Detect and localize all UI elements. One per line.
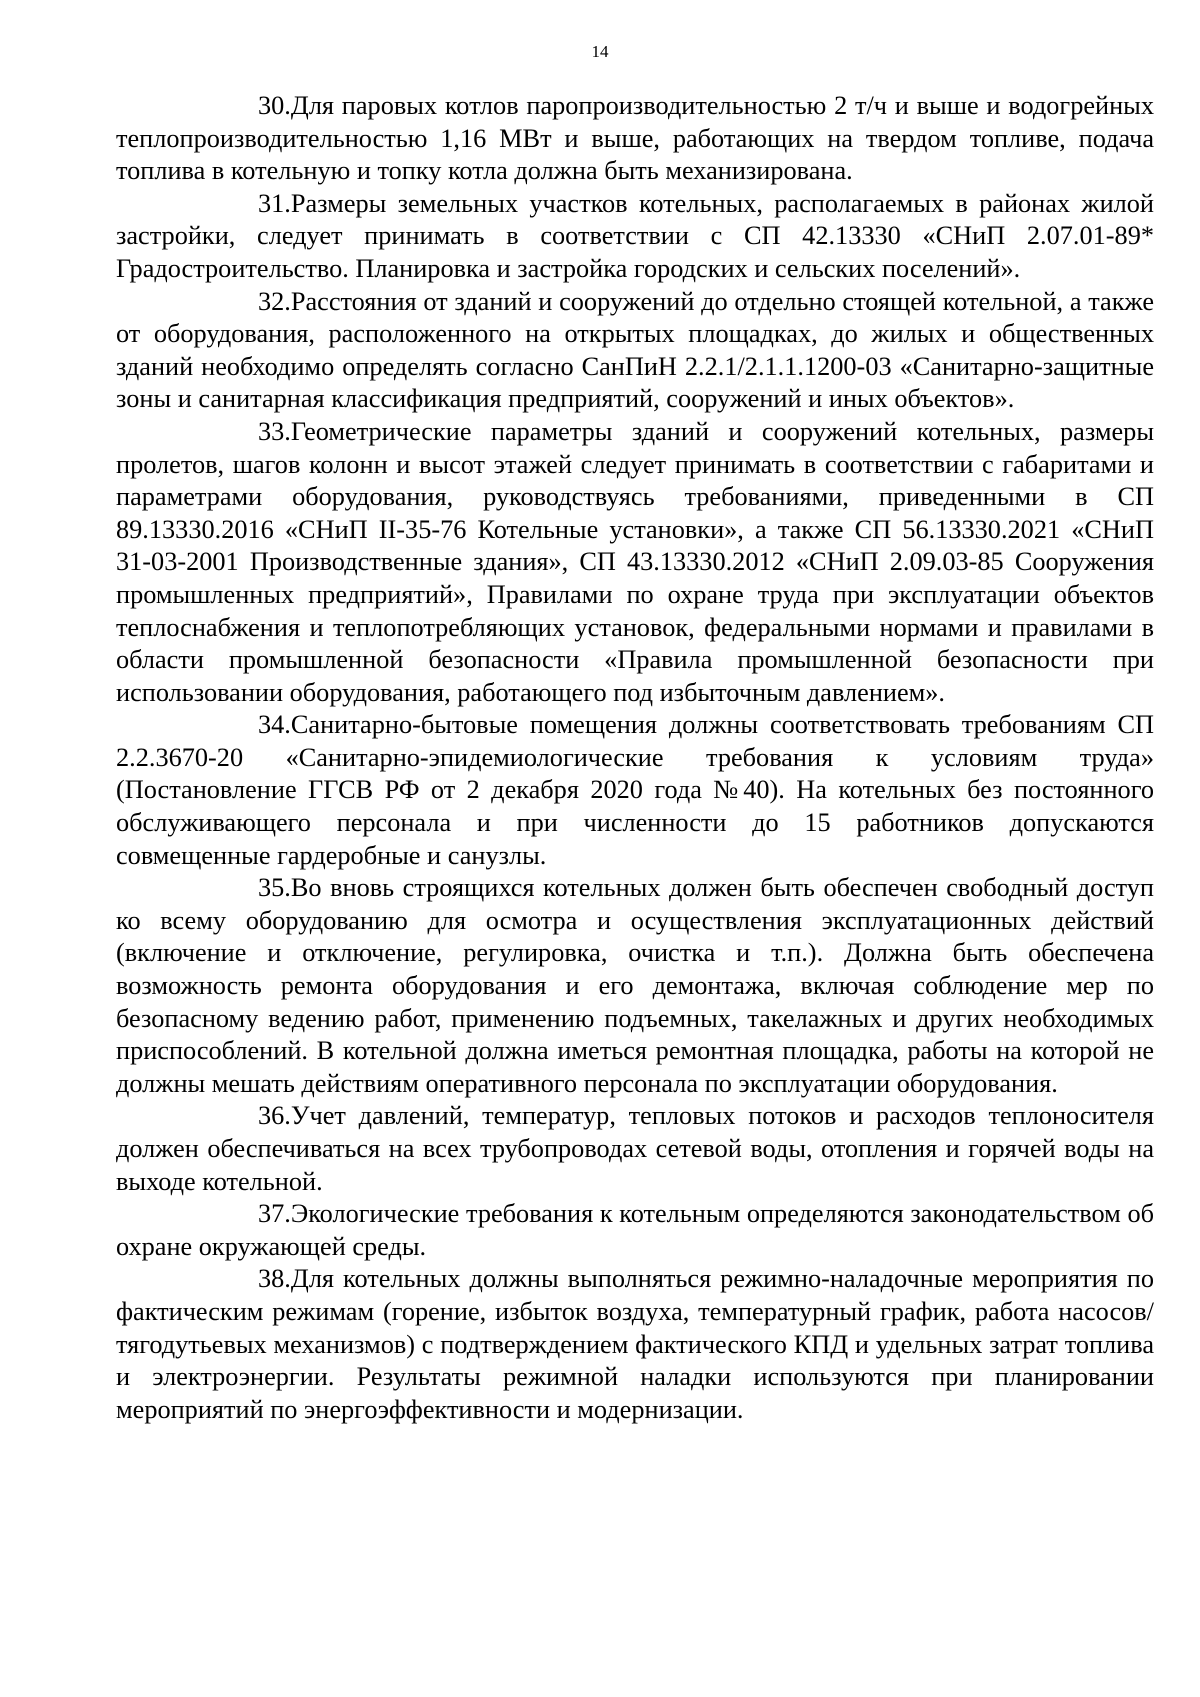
paragraph-number: 35. [258,873,291,903]
paragraph-35 [116,872,1154,1100]
paragraph-36 [116,1100,1154,1198]
paragraph-text: Санитарно-бытовые помещения должны соответствовать требованиям СП 2.2.3670-20 «Санитарно-эпидемиологические требования к условиям труда» (Постановление ГГСВ РФ от 2 декабря 2020 года №40). На котельных без постоянного обслуживающего персонала и при численности до 15 работников допускаются совмещенные гардеробные и санузлы. [116,710,1154,870]
paragraph-text: Учет давлений, температур, тепловых потоков и расходов теплоносителя должен обеспечиваться на всех трубопроводах сетевой воды, отопления и горячей воды на выходе котельной. [116,1101,1154,1196]
paragraph-34 [116,709,1154,872]
paragraph-33 [116,416,1154,709]
paragraph-text: Для котельных должны выполняться режимно-наладочные мероприятия по фактическим режимам (горение, избыток воздуха, температурный график, работа насосов/тягодутьевых механизмов) с подтверждением фактического КПД и удельных затрат топлива и электроэнергии. Результаты режимной наладки используются при планировании мероприятий по энергоэффективности и модернизации. [116,1264,1154,1424]
paragraph-32 [116,286,1154,416]
paragraph-38 [116,1263,1154,1426]
paragraph-number: 31. [258,188,291,218]
paragraph-text: Для паровых котлов паропроизводительностью 2 т/ч и выше и водогрейных теплопроизводительностью 1,16 МВт и выше, работающих на твердом топливе, подача топлива в котельную и топку котла должна быть механизирована. [116,91,1154,186]
page-number: 14 [591,42,609,61]
document-body [116,90,1154,1426]
paragraph-31 [116,188,1154,286]
paragraph-number: 37. [258,1199,291,1229]
paragraph-number: 30. [258,91,291,120]
paragraph-number: 32. [258,286,291,316]
paragraph-text: Во вновь строящихся котельных должен быть обеспечен свободный доступ ко всему оборудованию для осмотра и осуществления эксплуатационных действий (включение и отключение, регулировка, очистка и т.п.). Должна быть обеспечена возможность ремонта оборудования и его демонтажа, включая соблюдение мер по безопасному ведению работ, применению подъемных, такелажных и других необходимых приспособлений. В котельной должна иметься ремонтная площадка, работы на которой не должны мешать действиям оперативного персонала по эксплуатации оборудования. [116,873,1154,1098]
paragraph-37 [116,1198,1154,1263]
paragraph-number: 36. [258,1101,291,1131]
paragraph-number: 38. [258,1264,291,1294]
paragraph-number: 33. [258,416,291,446]
paragraph-text: Экологические требования к котельным определяются законодательством об охране окружающей среды. [116,1199,1154,1261]
paragraph-text: Расстояния от зданий и сооружений до отдельно стоящей котельной, а также от оборудования, расположенного на открытых площадках, до жилых и общественных зданий необходимо определять согласно СанПиН 2.2.1/2.1.1.1200-03 «Санитарно-защитные зоны и санитарная классификация предприятий, сооружений и иных объектов». [116,286,1154,414]
paragraph-text: Размеры земельных участков котельных, располагаемых в районах жилой застройки, следует принимать в соответствии с СП 42.13330 «СНиП 2.07.01-89* Градостроительство. Планировка и застройка городских и сельских поселений». [116,188,1154,283]
paragraph-30 [116,90,1154,188]
paragraph-number: 34. [258,710,291,740]
paragraph-text: Геометрические параметры зданий и сооружений котельных, размеры пролетов, шагов колонн и высот этажей следует принимать в соответствии с габаритами и параметрами оборудования, руководствуясь требованиями, приведенными в СП 89.13330.2016 «СНиП II-35-76 Котельные установки», а также СП 56.13330.2021 «СНиП 31-03-2001 Производственные здания», СП 43.13330.2012 «СНиП 2.09.03-85 Сооружения промышленных предприятий», Правилами по охране труда при эксплуатации объектов теплоснабжения и теплопотребляющих установок, федеральными нормами и правилами в области промышленной безопасности «Правила промышленной безопасности при использовании оборудования, работающего под избыточным давлением». [116,416,1154,707]
